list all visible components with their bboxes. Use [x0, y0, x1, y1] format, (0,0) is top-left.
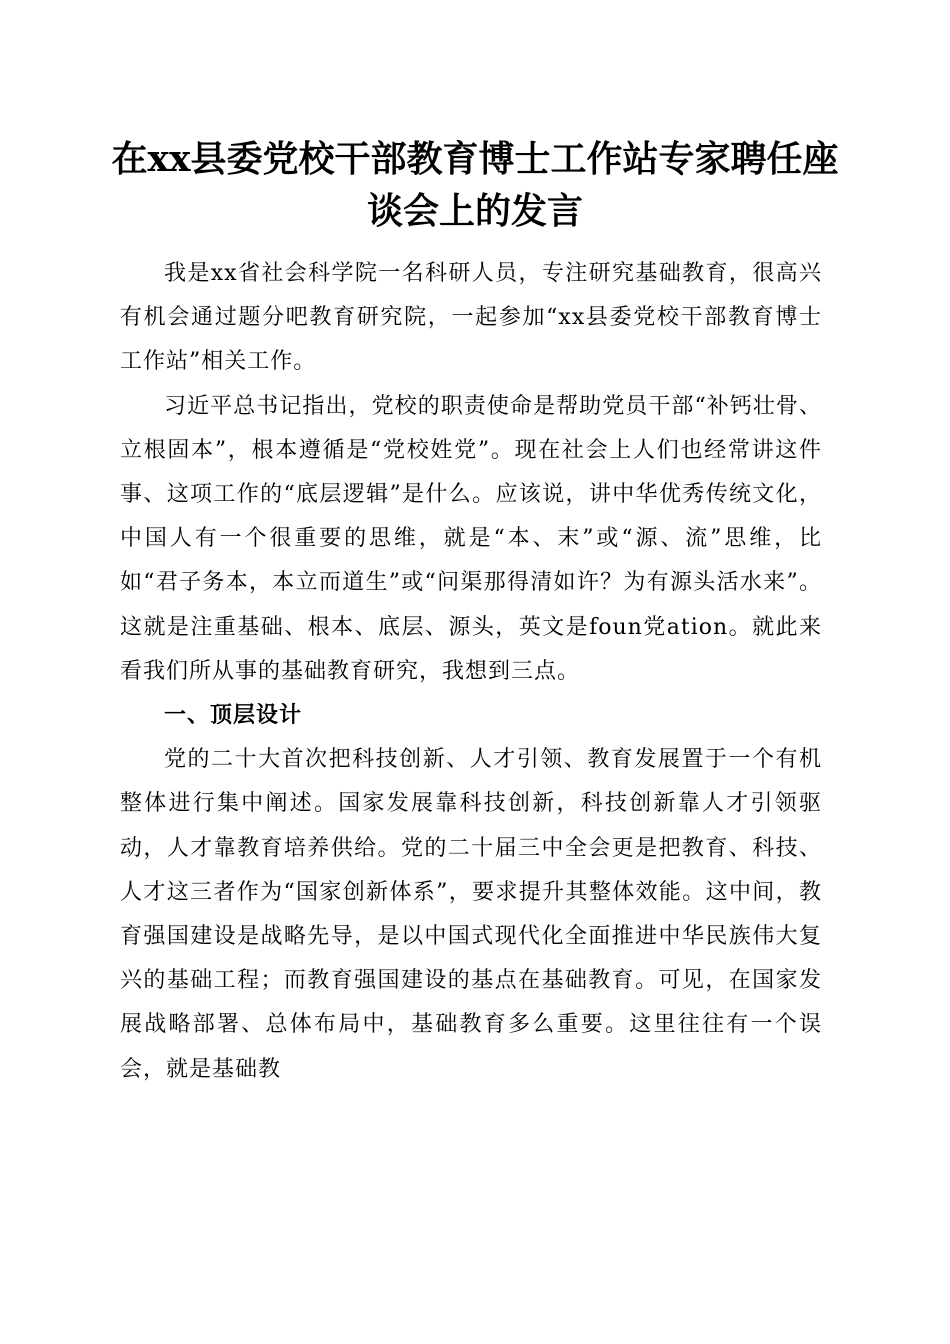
section-heading: 一、顶层设计: [164, 703, 303, 729]
paragraph-context: 习近平总书记指出，党校的职责使命是帮助党员干部“补钙壮骨、立根固本”，根本遵循是“党校姓党”。现在社会上人们也经常讲这件事、这项工作的“底层逻辑”是什么。应该说，讲中华优秀传统文化，中国人有一个很重要的思维，就是“本、末”或“源、流”思维，比如“君子务本，本立而道生”或“问渠那得清如许？为有源头活水来”。这就是注重基础、根本、底层、源头，英文是foun党ation。就此来看我们所从事的基础教育研究，我想到三点。: [120, 393, 822, 684]
document-body: [120, 252, 822, 1092]
paragraph-intro: 我是xx省社会科学院一名科研人员，专注研究基础教育，很高兴有机会通过题分吧教育研究院，一起参加“xx县委党校干部教育博士工作站”相关工作。: [120, 261, 822, 375]
document-title: 在xx县委党校干部教育博士工作站专家聘任座谈会上的发言: [111, 138, 839, 232]
paragraph-section-one: 党的二十大首次把科技创新、人才引领、教育发展置于一个有机整体进行集中阐述。国家发展靠科技创新，科技创新靠人才引领驱动，人才靠教育培养供给。党的二十届三中全会更是把教育、科技、人才这三者作为“国家创新体系”，要求提升其整体效能。这中间，教育强国建设是战略先导，是以中国式现代化全面推进中华民族伟大复兴的基础工程；而教育强国建设的基点在基础教育。可见，在国家发展战略部署、总体布局中，基础教育多么重要。这里往往有一个误会，就是基础教: [120, 747, 822, 1082]
